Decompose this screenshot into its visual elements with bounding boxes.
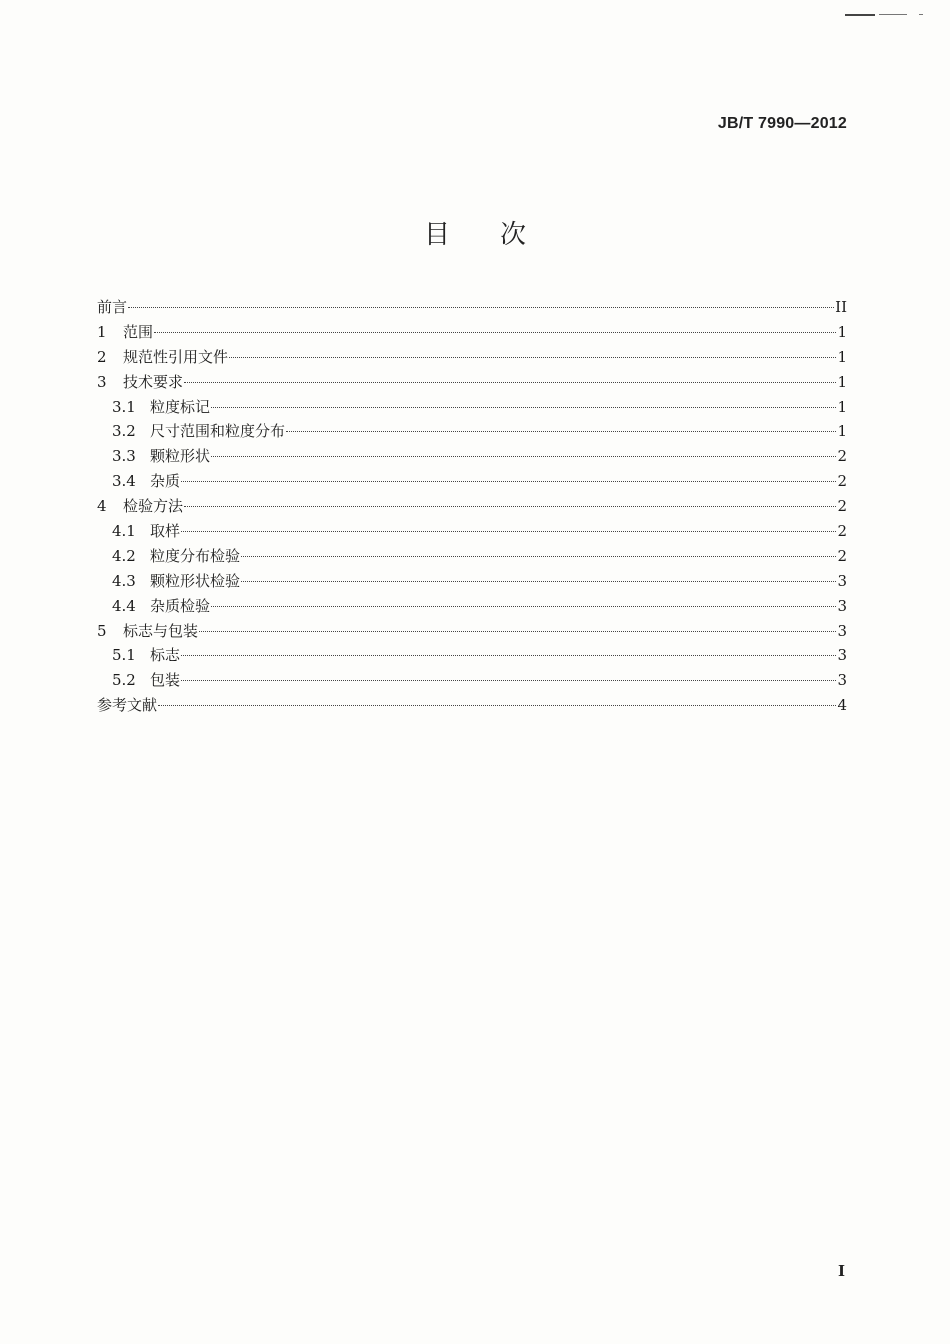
standard-code: JB/T 7990—2012 <box>717 115 847 132</box>
toc-entry-label: 包装 <box>150 671 181 690</box>
toc-entry-page: 2 <box>837 522 847 541</box>
toc-dot-leader <box>211 407 836 408</box>
toc-entry-label: 杂质检验 <box>150 596 211 615</box>
toc-entry-label: 标志 <box>150 646 181 665</box>
toc-entry-number: 3.4 <box>112 472 136 491</box>
toc-entry-number: 4 <box>97 497 107 516</box>
toc-dot-leader <box>211 606 836 607</box>
toc-entry-number: 5 <box>97 621 107 640</box>
toc-dot-leader <box>241 556 836 557</box>
toc-dot-leader <box>128 307 834 308</box>
toc-entry-page: 2 <box>837 472 847 491</box>
toc-entry-page: 3 <box>837 621 847 640</box>
toc-entry-number: 4.2 <box>112 546 136 565</box>
toc-dot-leader <box>181 680 836 681</box>
page-number: I <box>838 1262 846 1280</box>
toc-entry-number: 5.2 <box>112 671 136 690</box>
toc-entry-label: 技术要求 <box>123 372 184 391</box>
toc-entry[interactable] <box>97 519 847 544</box>
toc-entry-page: 2 <box>837 497 847 516</box>
toc-entry-label: 前言 <box>97 298 128 316</box>
toc-dot-leader <box>181 481 836 482</box>
toc-entry-page: 2 <box>837 447 847 466</box>
toc-dot-leader <box>286 431 836 432</box>
toc-entry-label: 颗粒形状检验 <box>150 571 241 590</box>
toc-entry[interactable] <box>97 419 847 444</box>
toc-entry-label: 杂质 <box>150 472 181 491</box>
toc-entry-number: 3.1 <box>112 397 136 416</box>
toc-entry-page: 1 <box>837 322 847 341</box>
toc-entry[interactable] <box>97 345 847 370</box>
toc-entry-label: 参考文献 <box>97 696 158 715</box>
toc-dot-leader <box>184 506 836 507</box>
toc-entry-page: 3 <box>837 671 847 690</box>
toc-entry-label: 标志与包装 <box>123 621 199 640</box>
toc-dot-leader <box>184 382 836 383</box>
toc-entry-label: 检验方法 <box>123 497 184 516</box>
toc-entry-page: 1 <box>837 422 847 441</box>
toc-entry-number: 3 <box>97 372 107 391</box>
toc-entry-label: 尺寸范围和粒度分布 <box>150 422 286 441</box>
toc-title-char-1: 目 <box>423 220 450 250</box>
toc-dot-leader <box>158 705 836 706</box>
toc-entry[interactable] <box>97 668 847 693</box>
toc-entry-label: 范围 <box>123 322 154 341</box>
toc-entry-page: 3 <box>837 571 847 590</box>
toc-entry-number: 3.2 <box>112 422 136 441</box>
toc-entry[interactable] <box>97 643 847 668</box>
toc-entry[interactable] <box>97 444 847 469</box>
toc-entry-number: 4.1 <box>112 522 136 541</box>
toc-entry-page: 3 <box>837 646 847 665</box>
toc-dot-leader <box>199 631 836 632</box>
toc-entry[interactable] <box>97 544 847 569</box>
toc-entry[interactable] <box>97 370 847 395</box>
toc-entry-number: 4.3 <box>112 571 136 590</box>
toc-entry-label: 粒度分布检验 <box>150 546 241 565</box>
toc-entry-number: 3.3 <box>112 447 136 466</box>
toc-dot-leader <box>154 332 836 333</box>
toc-entry-page: 3 <box>837 596 847 615</box>
toc-dot-leader <box>181 655 836 656</box>
toc-dot-leader <box>241 581 836 582</box>
toc-entry[interactable] <box>97 395 847 420</box>
toc-entry-page: 2 <box>837 546 847 565</box>
toc-entry[interactable] <box>97 619 847 644</box>
toc-entry[interactable] <box>97 693 847 718</box>
toc-entry-number: 4.4 <box>112 596 136 615</box>
toc-entry-label: 粒度标记 <box>150 397 211 416</box>
toc-dot-leader <box>211 456 836 457</box>
toc-entry[interactable] <box>97 469 847 494</box>
toc-entry-label: 颗粒形状 <box>150 447 211 466</box>
toc-entry-page: 4 <box>837 696 847 715</box>
scan-artifact <box>845 14 925 18</box>
table-of-contents <box>97 295 847 718</box>
toc-entry-page: 1 <box>837 372 847 391</box>
toc-entry[interactable] <box>97 594 847 619</box>
toc-entry[interactable] <box>97 295 847 320</box>
toc-entry-label: 取样 <box>150 522 181 541</box>
toc-entry-number: 2 <box>97 347 107 366</box>
toc-entry-page: II <box>835 298 847 316</box>
toc-entry-page: 1 <box>837 347 847 366</box>
toc-entry-page: 1 <box>837 397 847 416</box>
toc-entry-number: 5.1 <box>112 646 136 665</box>
toc-dot-leader <box>181 531 836 532</box>
toc-entry-number: 1 <box>97 322 107 341</box>
toc-entry-label: 规范性引用文件 <box>123 347 229 366</box>
toc-entry[interactable] <box>97 494 847 519</box>
toc-dot-leader <box>229 357 836 358</box>
toc-entry[interactable] <box>97 569 847 594</box>
toc-title-char-2: 次 <box>500 220 527 250</box>
toc-entry[interactable] <box>97 320 847 345</box>
toc-title <box>0 214 950 251</box>
